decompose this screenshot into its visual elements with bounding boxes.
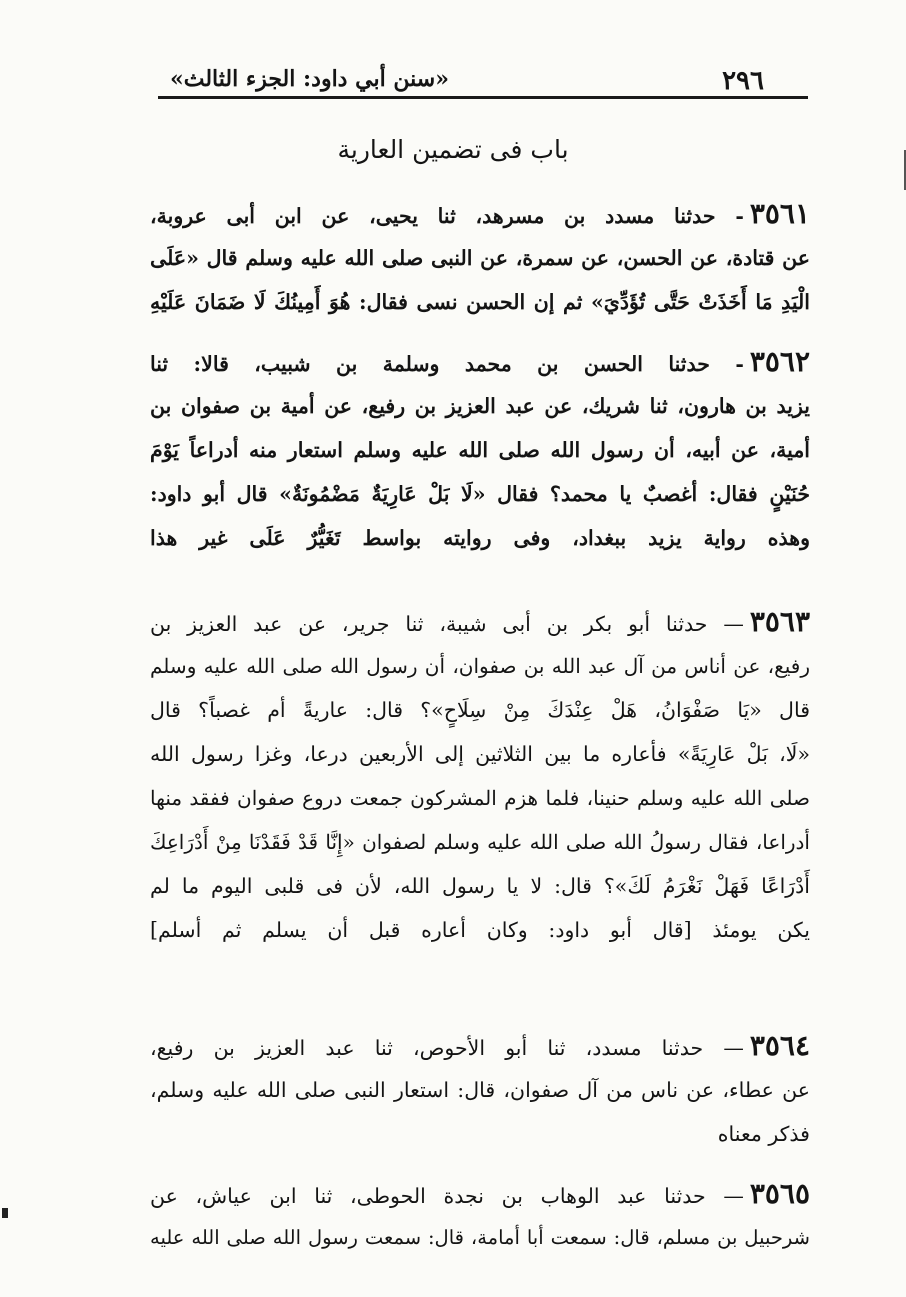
hadith-line: وهذه رواية يزيد ببغداد، وفى روايته بواسط تَغَيُّرٌ عَلَى غير هذا [150,526,810,550]
hadith-line: فذكر معناه [717,1122,810,1146]
hadith-number: ٣٥٦٥ [749,1177,810,1210]
hadith-number: ٣٥٦٣ [749,605,810,638]
chapter-title: باب فى تضمين العارية [337,135,569,164]
hadith-line: أدراعا، فقال رسولُ الله صلى الله عليه وسلم لصفوان «إِنَّا قَدْ فَقَدْنَا مِنْ أَدْرَاعِكَ [150,830,810,854]
hadith-line: «لَا، بَلْ عَارِيَةً» فأعاره ما بين الثلاثين إلى الأربعين درعا، وغزا رسول الله [150,742,810,766]
hadith-line: يكن يومئذ [قال أبو داود: وكان أعاره قبل أن يسلم ثم أسلم] [150,918,810,942]
hadith-number: ٣٥٦١ [749,197,810,230]
hadith-line: الْيَدِ مَا أَخَذَتْ حَتَّى تُؤَدِّيَ» ثم إن الحسن نسى فقال: هُوَ أَمِينُكَ لَا ضَمَانَ عَلَيْهِ [150,290,810,314]
hadith-3562 [150,340,810,560]
hadith-line: صلى الله عليه وسلم حنينا، فلما هزم المشركون جمعت دروع صفوان ففقد منها [150,786,810,810]
hadith-line: يزيد بن هارون، ثنا شريك، عن عبد العزيز بن رفيع، عن أمية بن صفوان بن [150,394,810,418]
hadith-3563 [150,600,810,952]
hadith-line: أَدْرَاعًا فَهَلْ نَغْرَمُ لَكَ»؟ قال: لا يا رسول الله، لأن فى قلبى اليوم ما لم [150,874,810,898]
hadith-line: حُنَيْنٍ فقال: أغصبٌ يا محمد؟ فقال «لَا بَلْ عَارِيَةٌ مَضْمُونَةٌ» قال أبو داود: [150,482,810,506]
hadith-line: شرحبيل بن مسلم، قال: سمعت أبا أمامة، قال: سمعت رسول الله صلى الله عليه [150,1226,810,1249]
hadith-line: ٣٥٦٤— حدثنا مسدد، ثنا أبو الأحوص، ثنا عبد العزيز بن رفيع، [150,1029,810,1062]
hadith-line: ٣٥٦٣— حدثنا أبو بكر بن أبى شيبة، ثنا جرير، عن عبد العزيز بن [150,605,810,638]
hadith-line: ٣٥٦٢- حدثنا الحسن بن محمد وسلمة بن شبيب، قالا: ثنا [150,345,810,378]
hadith-line: قال «يَا صَفْوَانُ، هَلْ عِنْدَكَ مِنْ سِلَاحٍ»؟ قال: عاريةً أم غصباً؟ قال [150,698,810,722]
page-header [160,58,800,98]
hadith-line: عن عطاء، عن ناس من آل صفوان، قال: استعار النبى صلى الله عليه وسلم، [150,1078,810,1102]
hadith-number: ٣٥٦٢ [749,345,810,378]
hadith-line: رفيع، عن أناس من آل عبد الله بن صفوان، أن رسول الله صلى الله عليه وسلم [150,654,810,678]
hadith-3561 [150,192,810,324]
page-number: ٢٩٦ [722,66,764,96]
hadith-line: ٣٥٦١- حدثنا مسدد بن مسرهد، ثنا يحيى، عن ابن أبى عروبة، [150,197,810,230]
hadith-3565 [150,1172,810,1260]
hadith-line: ٣٥٦٥— حدثنا عبد الوهاب بن نجدة الحوطى، ثنا ابن عياش، عن [150,1177,810,1210]
hadith-number: ٣٥٦٤ [749,1029,810,1062]
hadith-line: أمية، عن أبيه، أن رسول الله صلى الله عليه وسلم استعار منه أدراعاً يَوْمَ [150,438,810,462]
header-rule [158,96,808,99]
margin-mark [2,1208,8,1218]
hadith-line: عن قتادة، عن الحسن، عن سمرة، عن النبى صلى الله عليه وسلم قال «عَلَى [150,246,810,270]
running-title: «سنن أبي داود: الجزء الثالث» [170,66,449,92]
hadith-3564 [150,1024,810,1156]
